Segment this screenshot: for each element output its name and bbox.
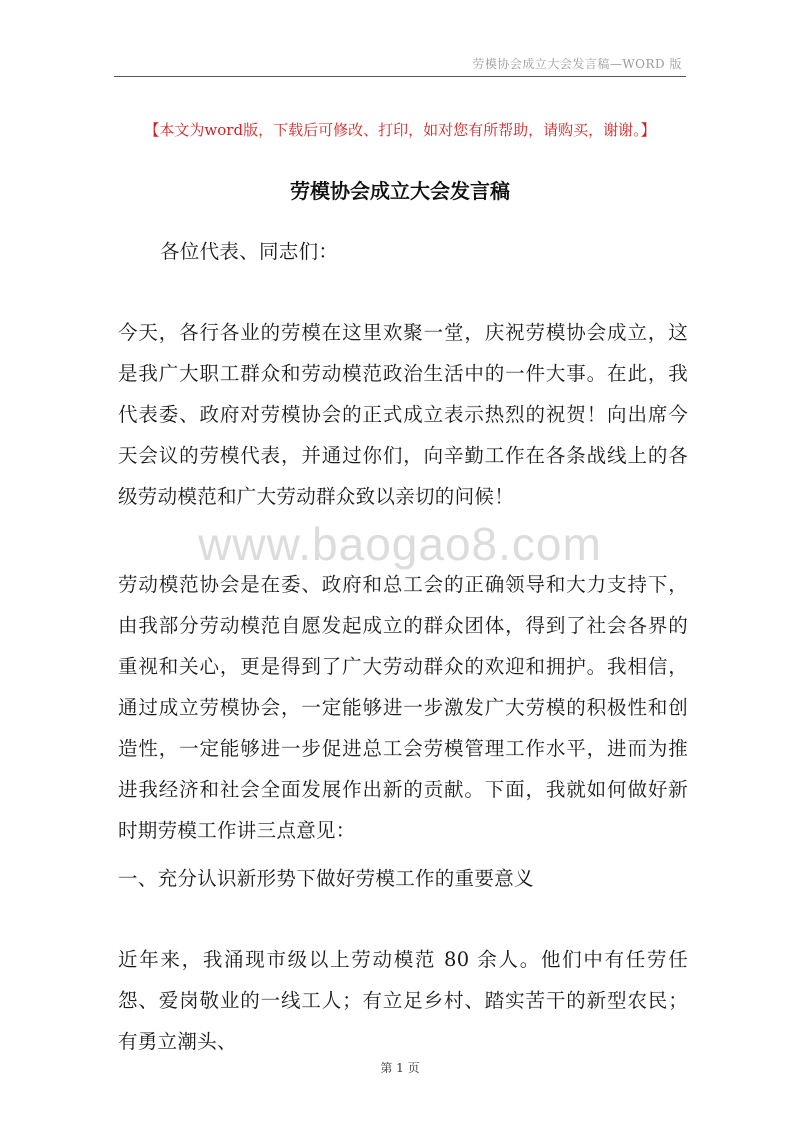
body-paragraph-2: 劳动模范协会是在委、政府和总工会的正确领导和大力支持下，由我部分劳动模范自愿发起成立的群众团体，得到了社会各界的重视和关心，更是得到了广大劳动群众的欢迎和拥护。我相信，通过成立劳模协会，一定能够进一步激发广大劳模的积极性和创造性，一定能够进一步促进总工会劳模管理工作水平，进而为推进我经济和社会全面发展作出新的贡献。下面，我就如何做好新时期劳模工作讲三点意见： (118, 573, 688, 842)
salutation: 各位代表、同志们： (160, 240, 339, 263)
running-header: 劳模协会成立大会发言稿—WORD 版 (472, 57, 682, 71)
download-notice: 【本文为word版，下载后可修改、打印，如对您有所帮助，请购买，谢谢。】 (144, 121, 656, 139)
watermark: www.baogao8.com (198, 518, 602, 570)
body-paragraph-1: 今天，各行各业的劳模在这里欢聚一堂，庆祝劳模协会成立，这是我广大职工群众和劳动模范政治生活中的一件大事。在此，我代表委、政府对劳模协会的正式成立表示热烈的祝贺！向出席今天会议的劳模代表，并通过你们，向辛勤工作在各条战线上的各级劳动模范和广大劳动群众致以亲切的问候！ (118, 321, 688, 508)
document-title: 劳模协会成立大会发言稿 (290, 179, 510, 203)
body-paragraph-3: 近年来，我涌现市级以上劳动模范 80 余人。他们中有任劳任怨、爱岗敬业的一线工人；有立足乡村、踏实苦干的新型农民；有勇立潮头、 (118, 948, 688, 1053)
page-number: 第 1 页 (380, 1061, 420, 1075)
section-heading-1: 一、充分认识新形势下做好劳模工作的重要意义 (118, 867, 534, 890)
header-divider (114, 76, 686, 77)
